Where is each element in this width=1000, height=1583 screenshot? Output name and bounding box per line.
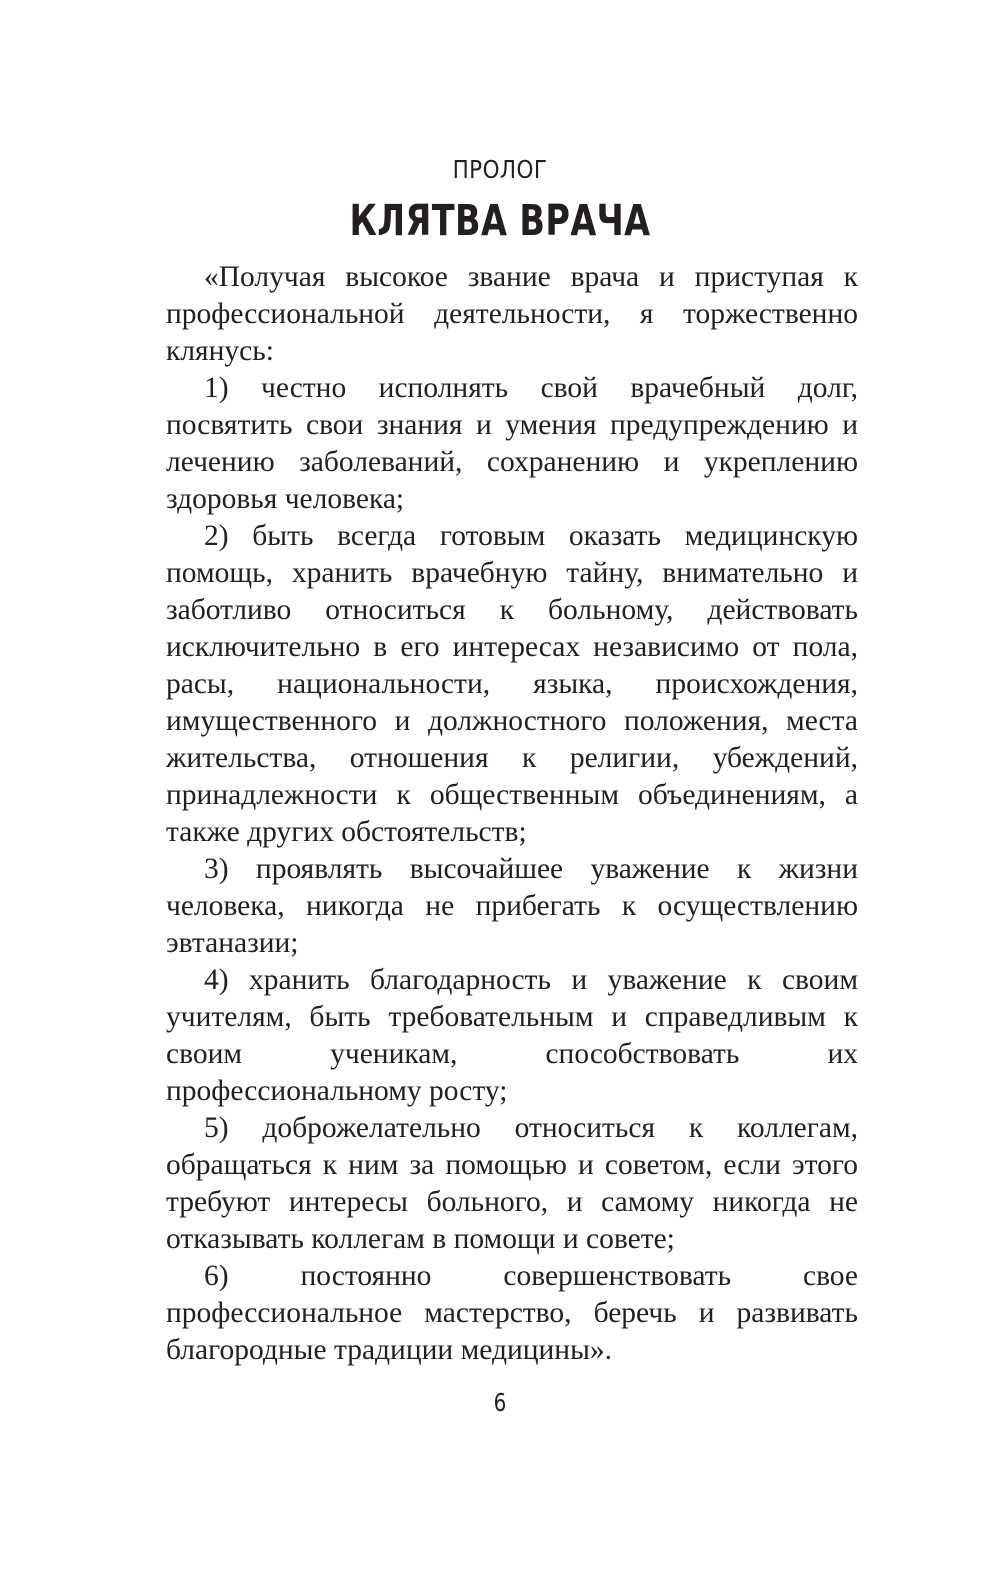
chapter-title: КЛЯТВА ВРАЧА [349, 196, 651, 246]
oath-item-4: 4) хранить благодарность и уважение к своим учителям, быть требовательным и справедливым к своим ученикам, способствовать их профессиональному росту; [166, 964, 858, 1107]
chapter-label: ПРОЛОГ [452, 155, 548, 184]
oath-item-2: 2) быть всегда готовым оказать медицинскую помощь, хранить врачебную тайну, внимательно и заботливо относиться к больному, действовать исключительно в его интересах независимо от пола, расы, национальности, языка, происхождения, имущественного и должностного положения, места жительства, отношения к религии, убеждений, принадлежности к общественным объединениям, а также других обстоятельств; [166, 520, 858, 848]
page-number: 6 [493, 1388, 507, 1417]
chapter-heading [0, 150, 1000, 248]
oath-item-3: 3) проявлять высочайшее уважение к жизни человека, никогда не прибегать к осуществлению эвтаназии; [166, 853, 858, 959]
oath-item-1: 1) честно исполнять свой врачебный долг, посвятить свои знания и умения предупреждению и лечению заболеваний, сохранению и укреплению здоровья человека; [166, 372, 858, 515]
oath-intro-paragraph: «Получая высокое звание врача и приступая к профессиональной деятельности, я торжественно клянусь: [166, 261, 858, 367]
oath-item-6: 6) постоянно совершенствовать свое профессиональное мастерство, беречь и развивать благородные традиции медицины». [166, 1260, 858, 1366]
oath-item-5: 5) доброжелательно относиться к коллегам, обращаться к ним за помощью и советом, если этого требуют интересы больного, и самому никогда не отказывать коллегам в помощи и совете; [166, 1112, 858, 1255]
oath-text [166, 259, 858, 1369]
